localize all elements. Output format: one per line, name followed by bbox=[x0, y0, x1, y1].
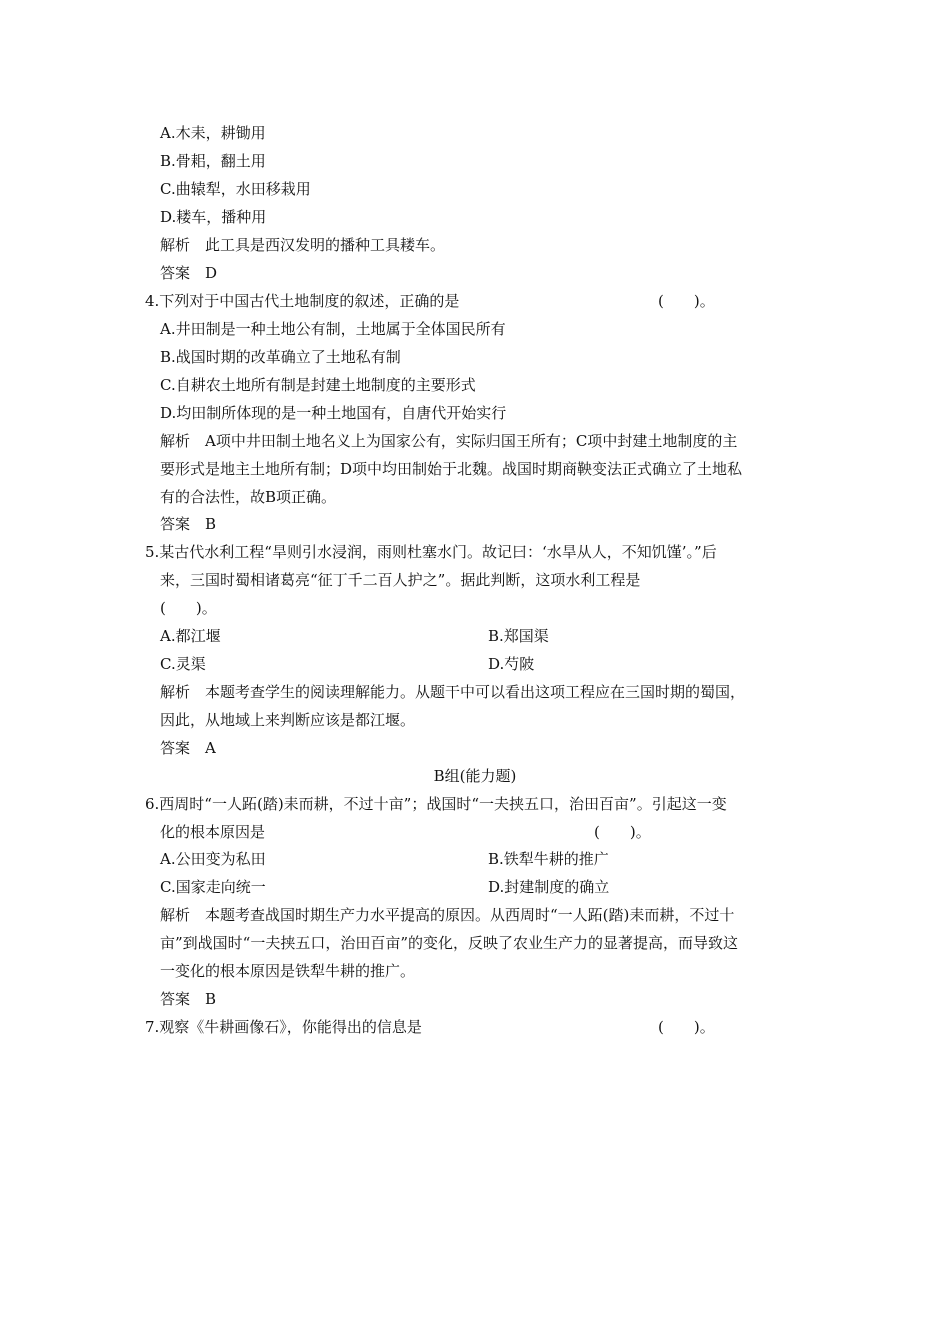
q3-answer: 答案 D bbox=[160, 264, 218, 282]
q6-analysis-line-2: 亩”到战国时“一夫挟五口，治田百亩”的变化，反映了农业生产力的显著提高，而导致这 bbox=[160, 934, 739, 952]
q6-option-d: D.封建制度的确立 bbox=[488, 878, 610, 896]
q5-option-d: D.芍陂 bbox=[488, 655, 535, 673]
q3-analysis: 解析 此工具是西汉发明的播种工具耧车。 bbox=[160, 236, 446, 254]
q6-stem-line-1: 6.西周时“一人跖(踏)耒而耕，不过十亩”；战国时“一夫挟五口，治田百亩”。引起这一变 bbox=[145, 795, 727, 813]
q5-stem-line-2: 来，三国时蜀相诸葛亮“征丁千二百人护之”。据此判断，这项水利工程是 bbox=[160, 571, 641, 589]
q4-option-c: C.自耕农土地所有制是封建土地制度的主要形式 bbox=[160, 376, 476, 394]
q4-option-d: D.均田制所体现的是一种土地国有，自唐代开始实行 bbox=[160, 404, 507, 422]
q6-option-a: A.公田变为私田 bbox=[160, 850, 266, 868]
q5-option-c: C.灵渠 bbox=[160, 655, 206, 673]
q4-analysis-line-2: 要形式是地主土地所有制；D项中均田制始于北魏。战国时期商鞅变法正式确立了土地私 bbox=[160, 460, 743, 478]
q4-option-a: A.井田制是一种土地公有制，土地属于全体国民所有 bbox=[160, 320, 506, 338]
q3-option-b: B.骨耜，翻土用 bbox=[160, 152, 266, 170]
q6-answer: 答案 B bbox=[160, 990, 217, 1008]
q4-analysis-line-3: 有的合法性，故B项正确。 bbox=[160, 488, 337, 506]
section-heading: B组(能力题) bbox=[433, 767, 517, 785]
q6-analysis-line-3: 一变化的根本原因是铁犁牛耕的推广。 bbox=[160, 962, 416, 980]
q7-stem: 7.观察《牛耕画像石》，你能得出的信息是 bbox=[145, 1018, 422, 1036]
q4-stem: 4.下列对于中国古代土地制度的叙述，正确的是 bbox=[145, 292, 460, 310]
q3-option-d: D.耧车，播种用 bbox=[160, 208, 267, 226]
q4-answer-blank: ( )。 bbox=[658, 292, 715, 310]
q6-analysis-line-1: 解析 本题考查战国时期生产力水平提高的原因。从西周时“一人跖(踏)耒而耕，不过十 bbox=[160, 906, 735, 924]
q5-answer-blank: ( )。 bbox=[160, 599, 217, 617]
q4-analysis-line-1: 解析 A项中井田制土地名义上为国家公有，实际归国王所有；C项中封建土地制度的主 bbox=[160, 432, 738, 450]
q5-analysis-line-1: 解析 本题考查学生的阅读理解能力。从题干中可以看出这项工程应在三国时期的蜀国， bbox=[160, 683, 746, 701]
q5-stem-line-1: 5.某古代水利工程“旱则引水浸润，雨则杜塞水门。故记曰：‘水旱从人，不知饥馑’。”后 bbox=[145, 543, 717, 561]
q6-option-c: C.国家走向统一 bbox=[160, 878, 266, 896]
q5-analysis-line-2: 因此，从地域上来判断应该是都江堰。 bbox=[160, 711, 416, 729]
q5-answer: 答案 A bbox=[160, 739, 216, 757]
q6-option-b: B.铁犁牛耕的推广 bbox=[488, 850, 609, 868]
q4-answer: 答案 B bbox=[160, 515, 217, 533]
q7-answer-blank: ( )。 bbox=[658, 1018, 715, 1036]
q5-option-b: B.郑国渠 bbox=[488, 627, 549, 645]
q3-option-a: A.木耒，耕锄用 bbox=[160, 124, 266, 142]
q4-option-b: B.战国时期的改革确立了土地私有制 bbox=[160, 348, 401, 366]
q6-answer-blank: ( )。 bbox=[594, 823, 651, 841]
q6-stem-line-2: 化的根本原因是 bbox=[160, 823, 266, 841]
q3-option-c: C.曲辕犁，水田移栽用 bbox=[160, 180, 311, 198]
q5-option-a: A.都江堰 bbox=[160, 627, 221, 645]
